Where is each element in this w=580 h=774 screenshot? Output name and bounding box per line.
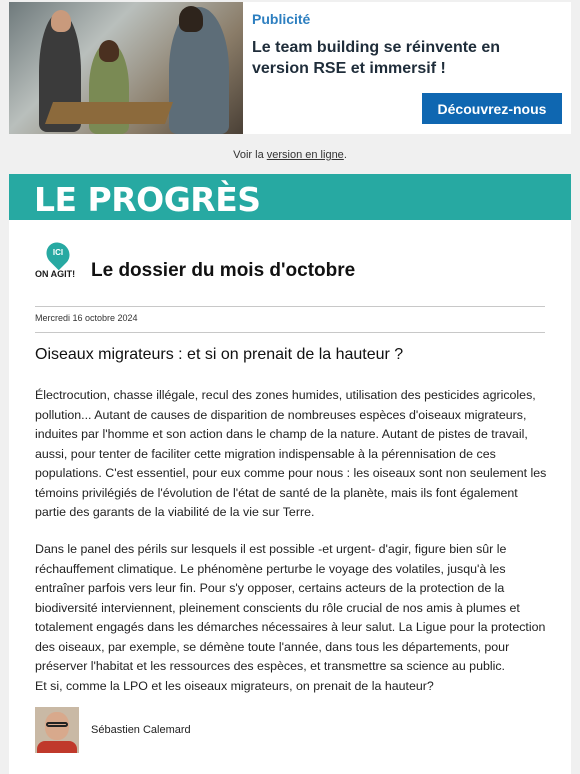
article-paragraph-1: Électrocution, chasse illégale, recul des zones humides, utilisation des pesticides agricoles, pollution... Autant de causes de disparition de nombreuses espèces d'oiseaux migrateurs, induites par l'homme et son action dans le champ de la nature. Autant de pistes de travail, aussi, pour tenter de faciliter cette migration indispensable à la pérennisation de ces populations. C'est essentiel, pour eux comme pour nous : les oiseaux sont non seulement les témoins privilégiés de l'évolution de l'état de santé de la planète, mais ils font également partie des garants de la viabilité de la vie sur Terre. — [35, 388, 547, 519]
dossier-title: Le dossier du mois d'octobre — [91, 260, 356, 281]
ad-banner[interactable] — [9, 2, 571, 134]
view-online-link[interactable]: version en ligne — [266, 149, 344, 161]
le-progres-logo[interactable]: LE PROGRÈS — [34, 180, 261, 219]
view-online-suffix: . — [343, 149, 347, 161]
view-online-prefix: Voir la — [233, 149, 267, 161]
ici-on-agit-badge — [35, 242, 83, 282]
article-date: Mercredi 16 octobre 2024 — [35, 313, 138, 323]
ad-label: Publicité — [252, 11, 311, 27]
badge-bottom-text: ON AGIT! — [35, 269, 76, 279]
brand-header — [9, 174, 571, 220]
view-online-line — [0, 149, 580, 161]
divider — [35, 332, 545, 333]
author-avatar — [35, 707, 79, 753]
article-paragraph-3: Et si, comme la LPO et les oiseaux migrateurs, on prenait de la hauteur? — [35, 679, 434, 693]
discover-button[interactable]: Découvrez-nous — [422, 93, 562, 124]
ad-title[interactable]: Le team building se réinvente en version RSE et immersif ! — [252, 39, 501, 77]
article-card — [9, 220, 571, 774]
divider — [35, 306, 545, 307]
author-name: Sébastien Calemard — [91, 724, 191, 736]
badge-top-text: ICI — [52, 248, 64, 257]
article-headline: Oiseaux migrateurs : et si on prenait de la hauteur ? — [35, 346, 404, 363]
ad-photo[interactable] — [9, 2, 243, 134]
article-paragraph-2: Dans le panel des périls sur lesquels il est possible -et urgent- d'agir, figure bien sûr le réchauffement climatique. Le phénomène perturbe le voyage des volatiles, jusqu'à les entraîner parfois vers leur fin. Pour s'y opposer, certains acteurs de la protection de la biodiversité interviennent, pleinement conscients du rôle crucial de nos amis à plumes et totalement engagés dans les démarches nécessaires à leur salut. La Ligue pour la protection des oiseaux, par exemple, se démène toute l'année, dans tous les départements, pour préserver l'habitat et les ressources des espèces, et transmettre sa science au public. — [35, 542, 546, 673]
